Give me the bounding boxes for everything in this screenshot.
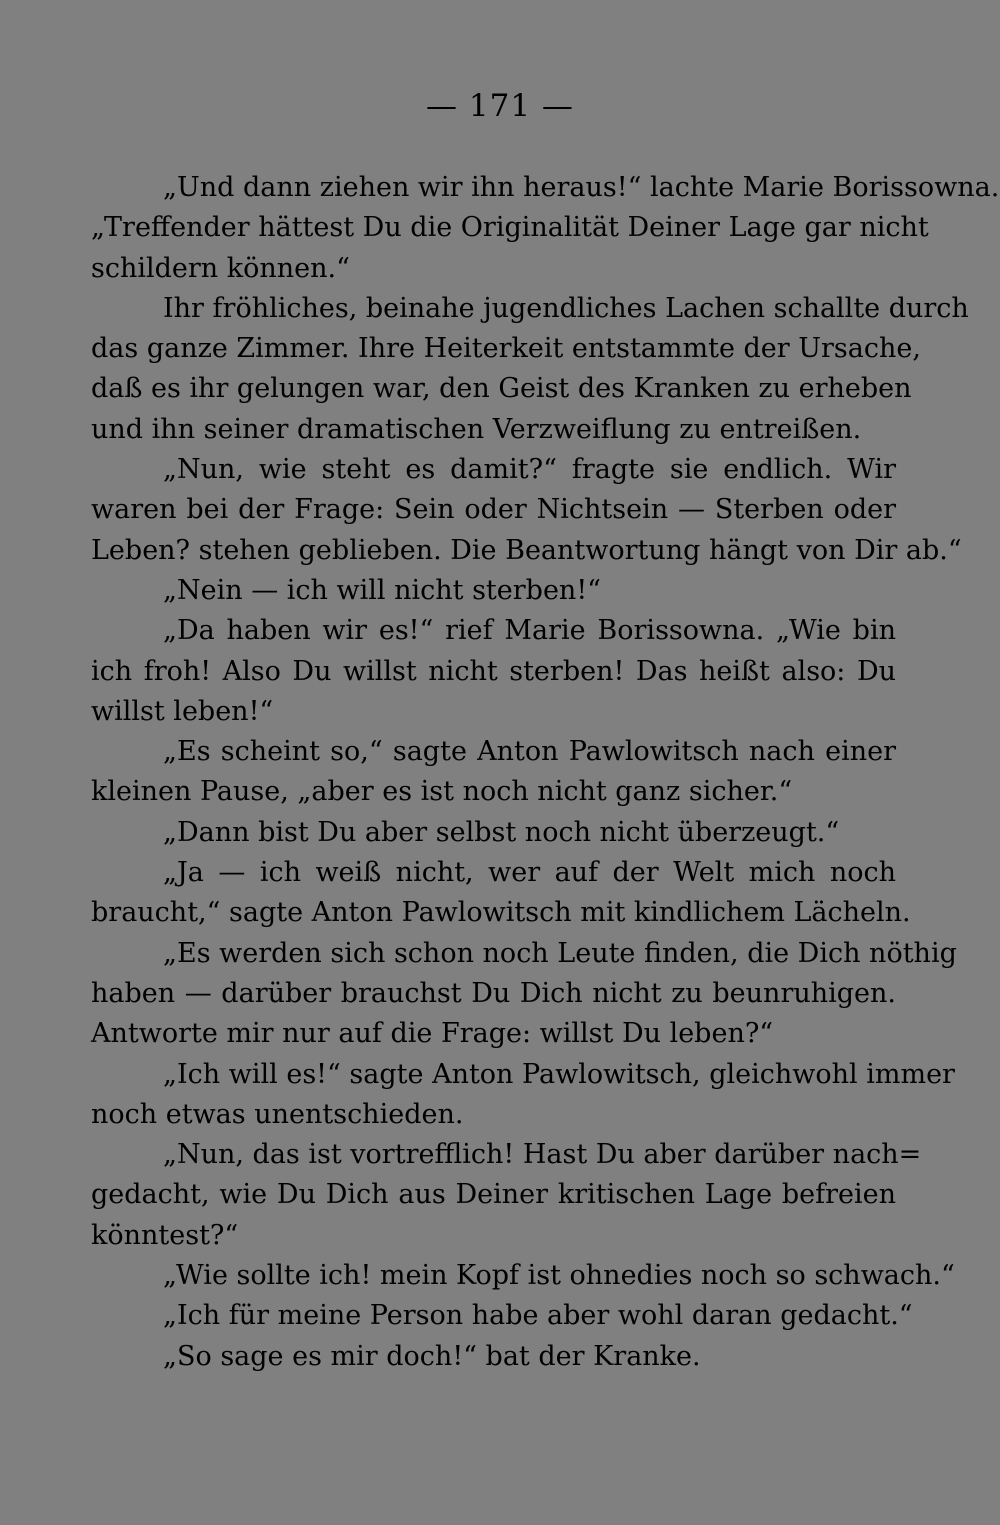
text-line: und ihn seiner dramatischen Verzweiflung zu entreißen. <box>91 413 862 445</box>
text-line: das ganze Zimmer. Ihre Heiterkeit entstammte der Ursache, <box>91 333 921 365</box>
text-line: „Wie sollte ich! mein Kopf ist ohnedies noch so schwach.“ <box>163 1260 955 1292</box>
text-line: willst leben!“ <box>91 695 274 727</box>
text-line: ich froh! Also Du willst nicht sterben! Das heißt also: Du <box>91 655 896 687</box>
text-line: „Und dann ziehen wir ihn heraus!“ lachte Marie Borissowna. <box>163 172 1000 203</box>
body-text <box>91 168 1000 1377</box>
page-number: — 171 — <box>426 88 574 124</box>
text-line: „Da haben wir es!“ rief Marie Borissowna. „Wie bin <box>163 615 896 647</box>
text-line: „Nun, das ist vortrefflich! Hast Du aber darüber nach= <box>163 1139 922 1171</box>
text-line: braucht,“ sagte Anton Pawlowitsch mit kindlichem Lächeln. <box>91 897 911 929</box>
text-line: „So sage es mir doch!“ bat der Kranke. <box>163 1340 701 1372</box>
text-line: schildern können.“ <box>91 252 350 284</box>
text-line: „Ich will es!“ sagte Anton Pawlowitsch, gleichwohl immer <box>163 1058 955 1090</box>
text-line: könntest?“ <box>91 1219 239 1251</box>
text-line: waren bei der Frage: Sein oder Nichtsein — Sterben oder <box>91 494 896 526</box>
text-line: „Dann bist Du aber selbst noch nicht überzeugt.“ <box>163 816 840 848</box>
text-line: daß es ihr gelungen war, den Geist des Kranken zu erheben <box>91 373 912 405</box>
text-line: Leben? stehen geblieben. Die Beantwortung hängt von Dir ab.“ <box>91 534 962 566</box>
text-line: „Nun, wie steht es damit?“ fragte sie endlich. Wir <box>163 454 896 486</box>
text-line: kleinen Pause, „aber es ist noch nicht ganz sicher.“ <box>91 776 793 808</box>
text-line: „Treffender hättest Du die Originalität Deiner Lage gar nicht <box>91 212 929 244</box>
text-line: „Nein — ich will nicht sterben!“ <box>163 574 601 606</box>
text-line: „Ja — ich weiß nicht, wer auf der Welt mich noch <box>163 857 896 889</box>
text-line: Antworte mir nur auf die Frage: willst Du leben?“ <box>91 1018 774 1050</box>
text-line: „Es werden sich schon noch Leute finden, die Dich nöthig <box>163 937 957 969</box>
text-line: gedacht, wie Du Dich aus Deiner kritischen Lage befreien <box>91 1179 896 1211</box>
text-line: haben — darüber brauchst Du Dich nicht zu beunruhigen. <box>91 977 896 1009</box>
text-line: Ihr fröhliches, beinahe jugendliches Lachen schallte durch <box>163 292 969 324</box>
text-line: „Es scheint so,“ sagte Anton Pawlowitsch nach einer <box>163 736 896 768</box>
text-line: „Ich für meine Person habe aber wohl daran gedacht.“ <box>163 1300 913 1332</box>
text-line: noch etwas unentschieden. <box>91 1098 464 1130</box>
